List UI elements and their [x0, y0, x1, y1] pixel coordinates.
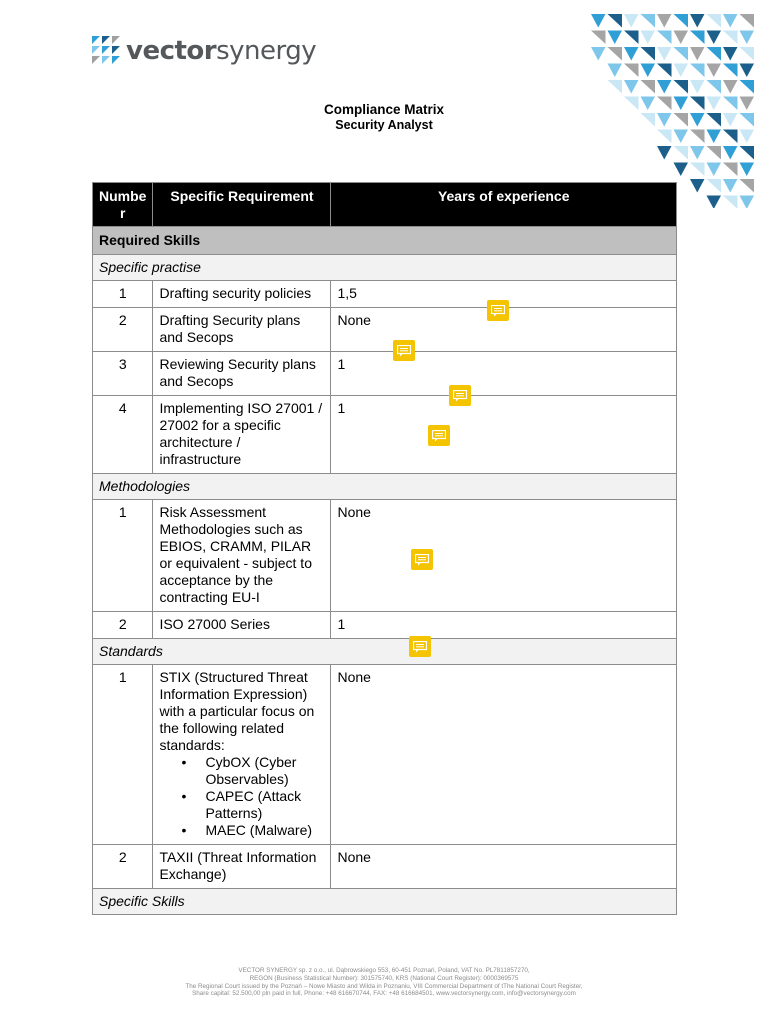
pattern-triangle — [608, 80, 623, 94]
pattern-triangle — [690, 14, 705, 28]
row-years: None — [331, 845, 677, 889]
comment-icon[interactable] — [411, 549, 433, 570]
row-number: 1 — [93, 281, 153, 308]
pattern-triangle — [723, 80, 738, 94]
pattern-triangle — [740, 80, 755, 94]
row-years: 1,5 — [331, 281, 677, 308]
pattern-triangle — [723, 64, 738, 78]
pattern-triangle — [723, 14, 738, 28]
pattern-triangle — [707, 80, 722, 94]
footer-line: Share capital: 52.500,00 pln paid in full, Phone: +48 616670744, FAX: +48 616684501, www.vectorsynergy.com, info@vectorsynergy.com — [192, 990, 576, 998]
pattern-triangle — [641, 64, 656, 78]
pattern-triangle — [690, 80, 705, 94]
group-row — [93, 889, 677, 915]
table-row — [93, 352, 677, 396]
pattern-triangle — [740, 146, 755, 160]
pattern-triangle — [707, 14, 722, 28]
row-requirement: Reviewing Security plans and Secops — [153, 352, 331, 396]
pattern-triangle — [707, 47, 722, 61]
row-number: 2 — [93, 845, 153, 889]
pattern-triangle — [707, 146, 722, 160]
pattern-triangle — [641, 47, 656, 61]
comment-icon[interactable] — [393, 340, 415, 361]
column-header-number: Numbe r — [93, 183, 153, 227]
row-number: 2 — [93, 612, 153, 639]
pattern-triangle — [723, 31, 738, 45]
column-header-requirement: Specific Requirement — [153, 183, 331, 227]
row-number: 3 — [93, 352, 153, 396]
pattern-triangle — [674, 64, 689, 78]
table-row — [93, 308, 677, 352]
row-requirement: ISO 27000 Series — [153, 612, 331, 639]
pattern-triangle — [707, 196, 722, 209]
pattern-triangle — [641, 14, 656, 28]
row-requirement: Implementing ISO 27001 / 27002 for a specific architecture / infrastructure — [153, 396, 331, 474]
row-number: 1 — [93, 665, 153, 845]
pattern-triangle — [674, 163, 689, 177]
table-header-row — [93, 183, 677, 227]
row-years: 1 — [331, 352, 677, 396]
comment-icon[interactable] — [487, 300, 509, 321]
document-subtitle: Security Analyst — [335, 118, 433, 132]
pattern-triangle — [723, 163, 738, 177]
footer-line: The Regional Court issued by the Poznań – Nowe Miasto and Wilda in Poznaniu, VIII Commercial Department of tThe National Court Register, — [185, 982, 583, 990]
pattern-triangle — [641, 80, 656, 94]
row-requirement: TAXII (Threat Information Exchange) — [153, 845, 331, 889]
pattern-triangle — [723, 179, 738, 193]
company-logo — [92, 34, 316, 68]
logo-mark-icon — [92, 36, 122, 66]
pattern-triangle — [723, 146, 738, 160]
pattern-triangle — [591, 14, 606, 28]
pattern-triangle — [657, 80, 672, 94]
pattern-triangle — [690, 31, 705, 45]
table-row — [93, 281, 677, 308]
group-title: Methodologies — [93, 474, 677, 500]
pattern-triangle — [657, 146, 672, 160]
pattern-triangle — [707, 163, 722, 177]
pattern-triangle — [624, 14, 639, 28]
document-heading — [0, 102, 768, 133]
comment-icon[interactable] — [449, 385, 471, 406]
pattern-triangle — [657, 64, 672, 78]
row-years: None — [331, 500, 677, 612]
pattern-triangle — [624, 64, 639, 78]
page-footer — [0, 967, 768, 998]
row-requirement — [153, 665, 331, 845]
table-row — [93, 500, 677, 612]
pattern-triangle — [707, 179, 722, 193]
pattern-triangle — [723, 196, 738, 209]
pattern-triangle — [608, 64, 623, 78]
pattern-triangle — [674, 47, 689, 61]
list-item: • MAEC (Malware) — [181, 822, 324, 839]
section-title: Required Skills — [93, 227, 677, 255]
pattern-triangle — [740, 163, 755, 177]
row-number: 1 — [93, 500, 153, 612]
group-row — [93, 255, 677, 281]
pattern-triangle — [657, 14, 672, 28]
row-years: 1 — [331, 396, 677, 474]
pattern-triangle — [674, 31, 689, 45]
document-title: Compliance Matrix — [323, 102, 445, 117]
pattern-triangle — [740, 179, 755, 193]
pattern-triangle — [690, 47, 705, 61]
pattern-triangle — [740, 64, 755, 78]
pattern-triangle — [591, 47, 606, 61]
pattern-triangle — [641, 31, 656, 45]
footer-line: VECTOR SYNERGY sp. z o.o., ul. Dąbrowskiego 553, 60-451 Poznań, Poland, VAT No. PL7811857270, — [238, 967, 530, 974]
group-row — [93, 474, 677, 500]
pattern-triangle — [624, 80, 639, 94]
table-row — [93, 845, 677, 889]
standards-list — [159, 754, 324, 839]
table-row — [93, 665, 677, 845]
pattern-triangle — [657, 47, 672, 61]
pattern-triangle — [740, 47, 755, 61]
group-title: Specific Skills — [93, 889, 677, 915]
group-title: Specific practise — [93, 255, 677, 281]
pattern-triangle — [690, 146, 705, 160]
compliance-matrix-table — [92, 182, 677, 915]
pattern-triangle — [657, 31, 672, 45]
row-number: 2 — [93, 308, 153, 352]
pattern-triangle — [723, 47, 738, 61]
pattern-triangle — [674, 14, 689, 28]
row-requirement: Drafting Security plans and Secops — [153, 308, 331, 352]
row-requirement-text: STIX (Structured Threat Information Expression) with a particular focus on the following related standards: — [159, 669, 315, 753]
pattern-triangle — [608, 14, 623, 28]
logo-text: vectorsynergy — [126, 36, 317, 66]
pattern-triangle — [740, 14, 755, 28]
pattern-triangle — [690, 64, 705, 78]
table-row — [93, 612, 677, 639]
pattern-triangle — [624, 31, 639, 45]
pattern-triangle — [690, 179, 705, 193]
list-item: • CAPEC (Attack Patterns) — [181, 788, 324, 822]
pattern-triangle — [608, 31, 623, 45]
pattern-triangle — [608, 47, 623, 61]
pattern-triangle — [740, 196, 755, 209]
pattern-triangle — [674, 80, 689, 94]
pattern-triangle — [624, 47, 639, 61]
group-row — [93, 639, 677, 665]
column-header-years: Years of experience — [331, 183, 677, 227]
row-years: None — [331, 665, 677, 845]
table-row — [93, 396, 677, 474]
pattern-triangle — [707, 64, 722, 78]
row-requirement: Drafting security policies — [153, 281, 331, 308]
pattern-triangle — [740, 31, 755, 45]
footer-line: REGON (Business Statistical Number): 301575740, KRS (National Court Register): 0000369575 — [249, 974, 519, 982]
pattern-triangle — [707, 31, 722, 45]
comment-icon[interactable] — [428, 425, 450, 446]
pattern-triangle — [674, 146, 689, 160]
pattern-triangle — [591, 31, 606, 45]
pattern-triangle — [690, 163, 705, 177]
section-row — [93, 227, 677, 255]
row-requirement: Risk Assessment Methodologies such as EBIOS, CRAMM, PILAR or equivalent - subject to acceptance by the contracting EU-I — [153, 500, 331, 612]
list-item: • CybOX (Cyber Observables) — [181, 754, 324, 788]
group-title: Standards — [93, 639, 677, 665]
row-years: 1 — [331, 612, 677, 639]
row-number: 4 — [93, 396, 153, 474]
comment-icon[interactable] — [409, 636, 431, 657]
row-years: None — [331, 308, 677, 352]
